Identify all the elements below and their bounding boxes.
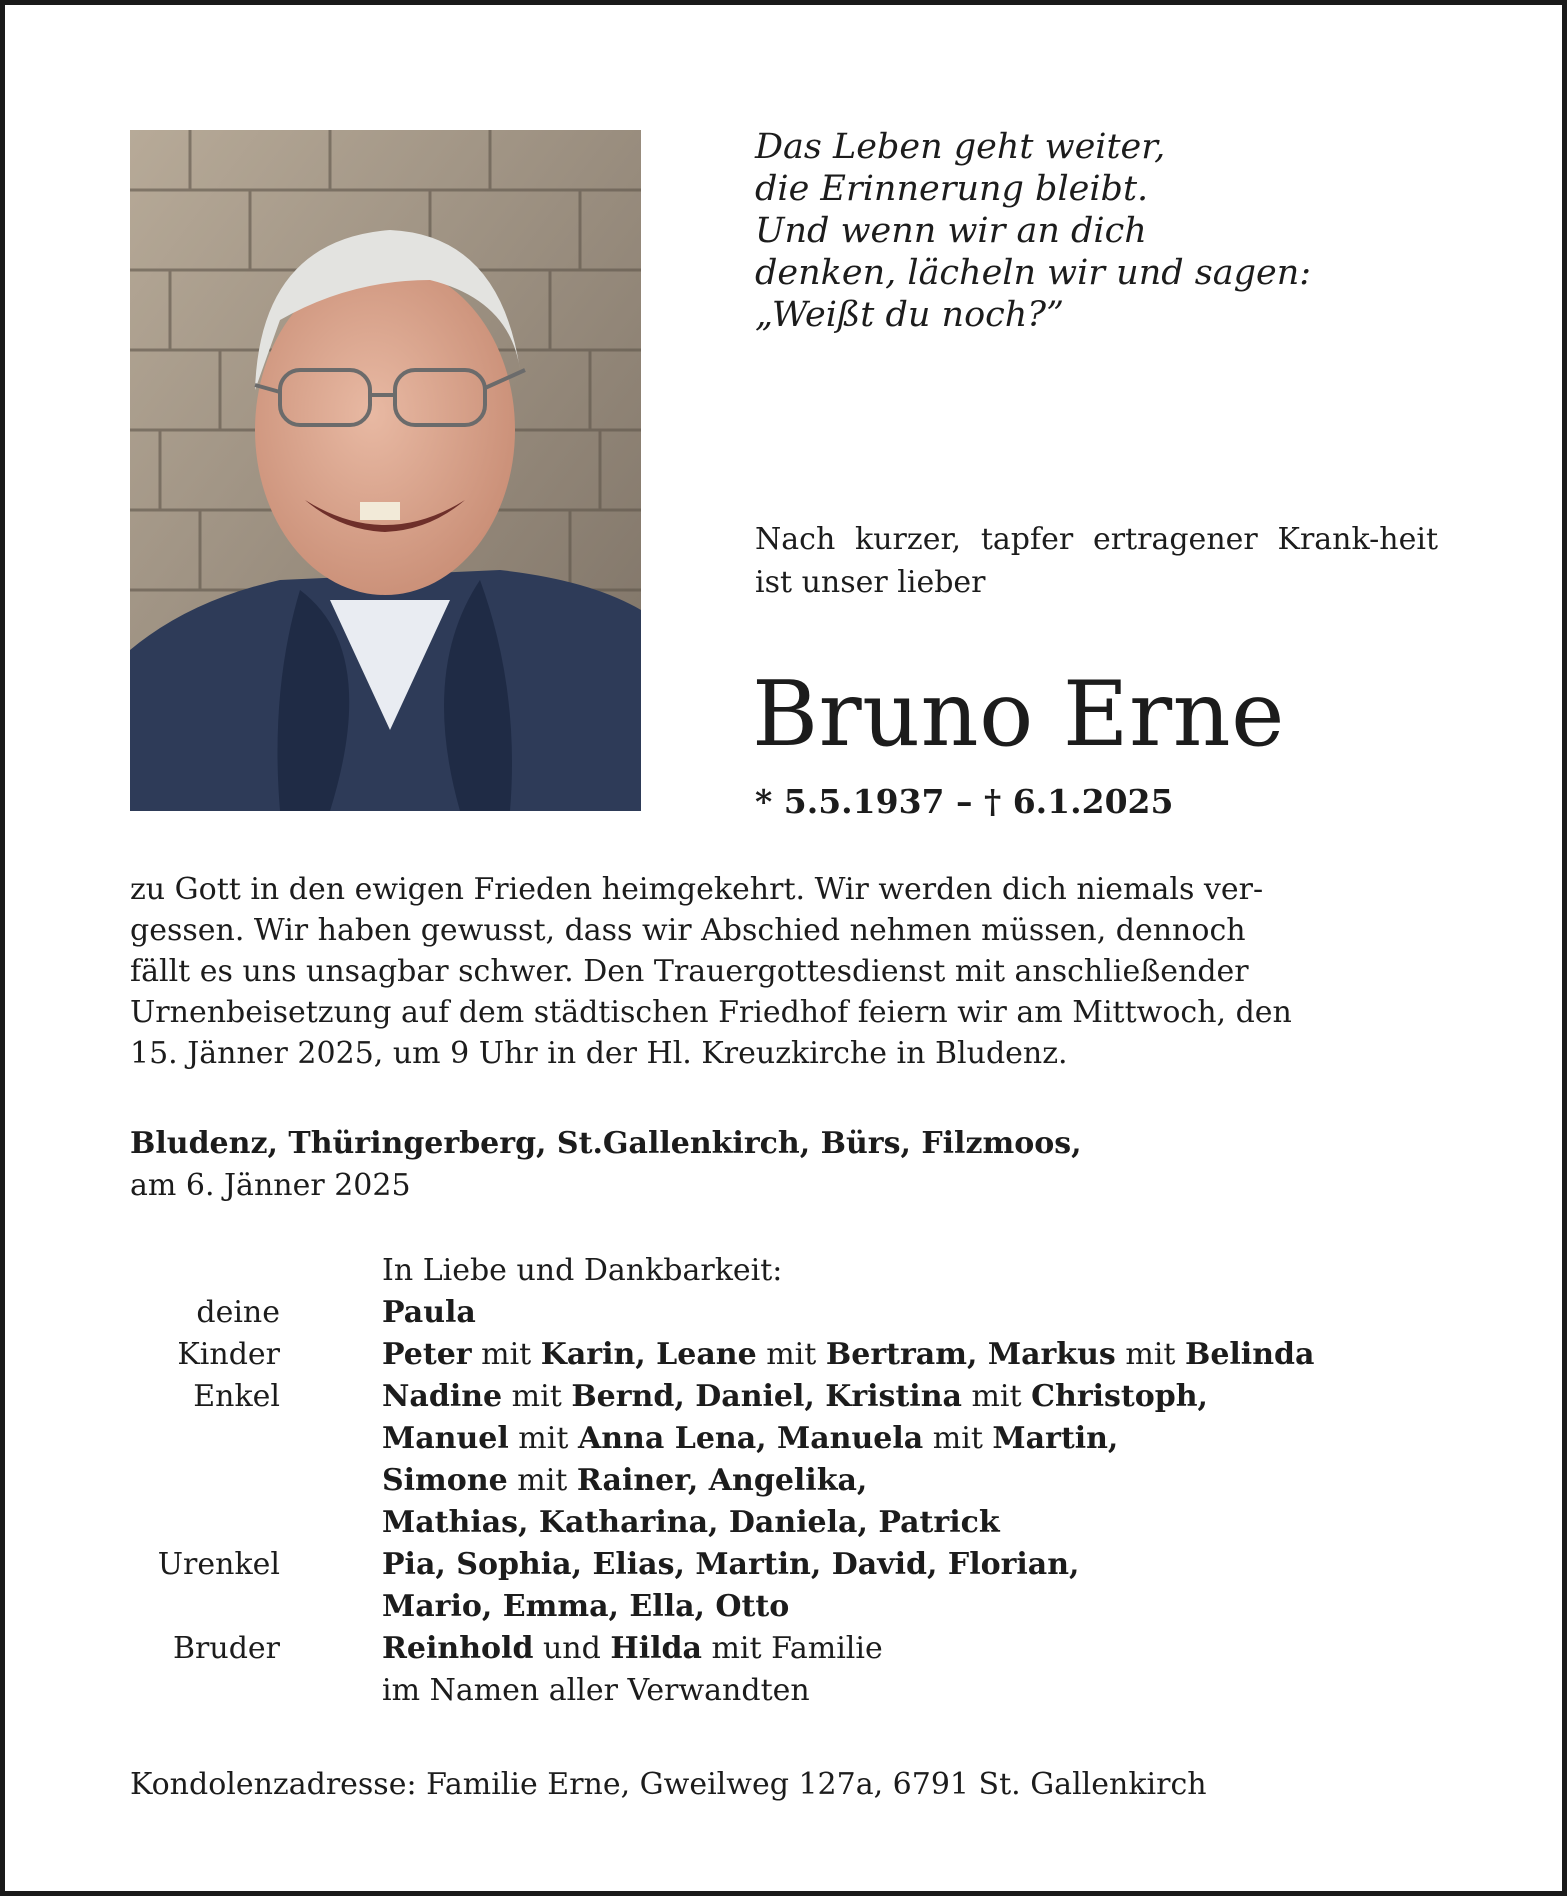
mourners-heading-row [130,1250,1450,1292]
mourner-row [130,1334,1450,1376]
mourner-row [130,1502,1450,1544]
mourner-name: Karin, Leane [540,1337,757,1372]
mourner-name: Mario, Emma, Ella, Otto [382,1589,790,1624]
portrait-photo [130,130,641,811]
place-date [130,1123,1082,1207]
connector-text: mit [507,1463,577,1498]
connector-text: mit [961,1379,1032,1414]
mourner-names [382,1376,1208,1418]
mourner-name: Mathias, Katharina, Daniela, Patrick [382,1505,1000,1540]
mourner-name: Rainer, Angelika, [576,1463,868,1498]
text-line: Urnenbeisetzung auf dem städtischen Friedhof feiern wir am Mittwoch, den [130,995,1292,1030]
mourner-row [130,1376,1450,1418]
mourner-names [382,1670,810,1712]
mourner-row [130,1544,1450,1586]
life-dates: * 5.5.1937 – † 6.1.2025 [755,782,1174,821]
connector-text: mit [923,1421,993,1456]
mourner-row [130,1418,1450,1460]
mourner-names [382,1292,476,1334]
poem-line: die Erinnerung bleibt. [755,169,1149,209]
connector-text: mit [502,1379,572,1414]
text-line: zu Gott in den ewigen Frieden heimgekehrt. Wir werden dich niemals ver- [130,872,1264,907]
mourner-name: Belinda [1184,1337,1315,1372]
text-line: gessen. Wir haben gewusst, dass wir Abschied nehmen müssen, dennoch [130,913,1246,948]
announcement-text [130,869,1436,1074]
connector-text: mit [471,1337,541,1372]
mourner-name: Bertram, Markus [825,1337,1116,1372]
mourner-name: Bernd, Daniel, Kristina [571,1379,962,1414]
text-line: fällt es uns unsagbar schwer. Den Trauergottesdienst mit anschließender [130,954,1249,989]
mourners-heading: In Liebe und Dankbarkeit: [382,1253,783,1288]
mourner-names [382,1544,1080,1586]
mourner-name: Christoph, [1031,1379,1209,1414]
mourner-names [382,1418,1118,1460]
poem-line: „Weißt du noch?” [755,295,1064,335]
mourner-name: Nadine [382,1379,503,1414]
announcement-date: am 6. Jänner 2025 [130,1168,411,1203]
poem-line: Das Leben geht weiter, [755,127,1166,167]
mourner-name: Reinhold [382,1631,534,1666]
mourner-row [130,1292,1450,1334]
connector-text: mit Familie [701,1631,883,1666]
mourner-names [382,1502,1000,1544]
mourner-names [382,1460,867,1502]
text-line: 15. Jänner 2025, um 9 Uhr in der Hl. Kreuzkirche in Bludenz. [130,1036,1068,1071]
relation-label: Bruder [172,1631,280,1666]
connector-text: und [533,1631,611,1666]
mourner-row [130,1586,1450,1628]
memorial-poem [755,126,1455,336]
places-list: Bludenz, Thüringerberg, St.Gallenkirch, Bürs, Filzmoos, [130,1126,1082,1161]
mourner-name: Paula [382,1295,476,1330]
relation-label: Enkel [193,1379,280,1414]
connector-text: mit [508,1421,578,1456]
poem-line: Und wenn wir an dich [755,211,1147,251]
mourner-names [382,1586,789,1628]
relation-label: Kinder [177,1337,280,1372]
intro-text: Nach kurzer, tapfer ertragener Krank-heit ist unser lieber [755,522,1438,600]
poem-line: denken, lächeln wir und sagen: [755,253,1312,293]
mourner-name: Anna Lena, Manuela [577,1421,924,1456]
mourner-row [130,1628,1450,1670]
connector-text: mit [756,1337,826,1372]
mourners-list [130,1250,1450,1712]
relation-label: deine [196,1295,280,1330]
mourner-names [382,1334,1314,1376]
mourner-name: Simone [382,1463,508,1498]
mourner-row [130,1670,1450,1712]
relation-label: Urenkel [157,1547,280,1582]
mourner-name: Peter [382,1337,472,1372]
mourner-name: Martin, [992,1421,1119,1456]
connector-text: im Namen aller Verwandten [382,1673,810,1708]
mourner-names [382,1628,883,1670]
mourner-name: Manuel [382,1421,509,1456]
mourner-row [130,1460,1450,1502]
mourner-name: Pia, Sophia, Elias, Martin, David, Florian, [382,1547,1080,1582]
mourner-name: Hilda [610,1631,702,1666]
condolence-address: Kondolenzadresse: Familie Erne, Gweilweg 127a, 6791 St. Gallenkirch [130,1767,1207,1802]
deceased-name: Bruno Erne [752,662,1285,767]
connector-text: mit [1115,1337,1185,1372]
